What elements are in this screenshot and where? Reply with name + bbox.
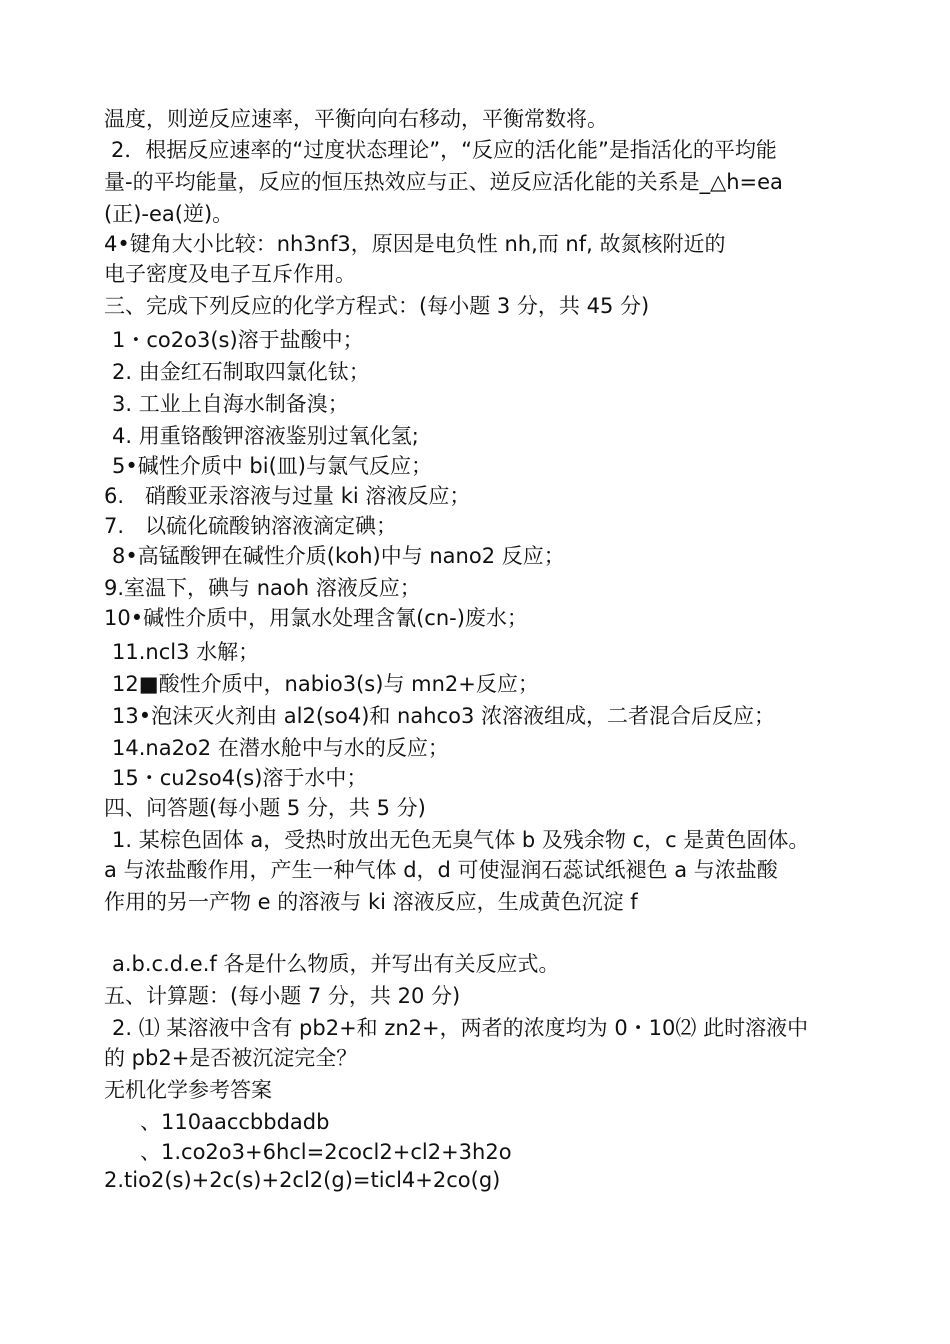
- question-item: 13•泡沫灭火剂由 al2(so4)和 nahco3 浓溶液组成，二者混合后反应；: [112, 704, 775, 728]
- text-line: (正)-ea(逆)。: [104, 202, 234, 226]
- question-item: 11.ncl3 水解；: [112, 640, 260, 664]
- question-item: 1・co2o3(s)溶于盐酸中；: [112, 328, 364, 352]
- section-heading: 五、计算题：(每小题 7 分，共 20 分): [104, 984, 461, 1008]
- section-heading: 四、问答题(每小题 5 分，共 5 分): [104, 796, 426, 820]
- question-item: 8•高锰酸钾在碱性介质(koh)中与 nano2 反应；: [112, 544, 565, 568]
- answer-line: 、110aaccbbdadb: [140, 1110, 330, 1134]
- text-line: 4•键角大小比较：nh3nf3，原因是电负性 nh,而 nf, 故氮核附近的: [104, 232, 726, 256]
- question-item: 3. 工业上自海水制备溴；: [112, 392, 349, 416]
- question-item: 2. 由金红石制取四氯化钛；: [112, 360, 370, 384]
- text-line: 2．根据反应速率的“过度状态理论”，“反应的活化能”是指活化的平均能: [111, 138, 777, 162]
- text-line: a.b.c.d.e.f 各是什么物质，并写出有关反应式。: [112, 952, 560, 976]
- question-item: 6. 硝酸亚汞溶液与过量 ki 溶液反应；: [104, 484, 471, 508]
- text-line: 温度，则逆反应速率，平衡向向右移动，平衡常数将。: [104, 107, 608, 131]
- text-line: a 与浓盐酸作用，产生一种气体 d，d 可使湿润石蕊试纸褪色 a 与浓盐酸: [104, 858, 778, 882]
- question-item: 15・cu2so4(s)溶于水中；: [112, 766, 368, 790]
- question-item: 14.na2o2 在潜水舱中与水的反应；: [112, 736, 449, 760]
- text-line: 1. 某棕色固体 a，受热时放出无色无臭气体 b 及残余物 c，c 是黄色固体。: [112, 828, 810, 852]
- text-line: 2. ⑴ 某溶液中含有 pb2+和 zn2+，两者的浓度均为 0・10⑵ 此时溶液中: [112, 1016, 809, 1040]
- answer-line: 2.tio2(s)+2c(s)+2cl2(g)=ticl4+2co(g): [104, 1168, 501, 1192]
- question-item: 10•碱性介质中，用氯水处理含氰(cn-)废水；: [104, 606, 528, 630]
- text-line: 作用的另一产物 e 的溶液与 ki 溶液反应，生成黄色沉淀 f: [104, 890, 638, 914]
- question-item: 12■酸性介质中，nabio3(s)与 mn2+反应；: [112, 672, 539, 696]
- answer-heading: 无机化学参考答案: [104, 1078, 272, 1102]
- section-heading: 三、完成下列反应的化学方程式：(每小题 3 分，共 45 分): [104, 294, 650, 318]
- text-line: 的 pb2+是否被沉淀完全？: [104, 1046, 358, 1070]
- question-item: 9.室温下，碘与 naoh 溶液反应；: [104, 576, 421, 600]
- question-item: 4. 用重铬酸钾溶液鉴别过氧化氢;: [112, 424, 419, 448]
- text-line: 量-的平均能量，反应的恒压热效应与正、逆反应活化能的关系是_△h=ea: [104, 170, 783, 194]
- question-item: 7. 以硫化硫酸钠溶液滴定碘；: [104, 514, 398, 538]
- answer-line: 、1.co2o3+6hcl=2cocl2+cl2+3h2o: [140, 1140, 512, 1164]
- question-item: 5•碱性介质中 bi(皿)与氯气反应；: [112, 454, 432, 478]
- text-line: 电子密度及电子互斥作用。: [104, 262, 356, 286]
